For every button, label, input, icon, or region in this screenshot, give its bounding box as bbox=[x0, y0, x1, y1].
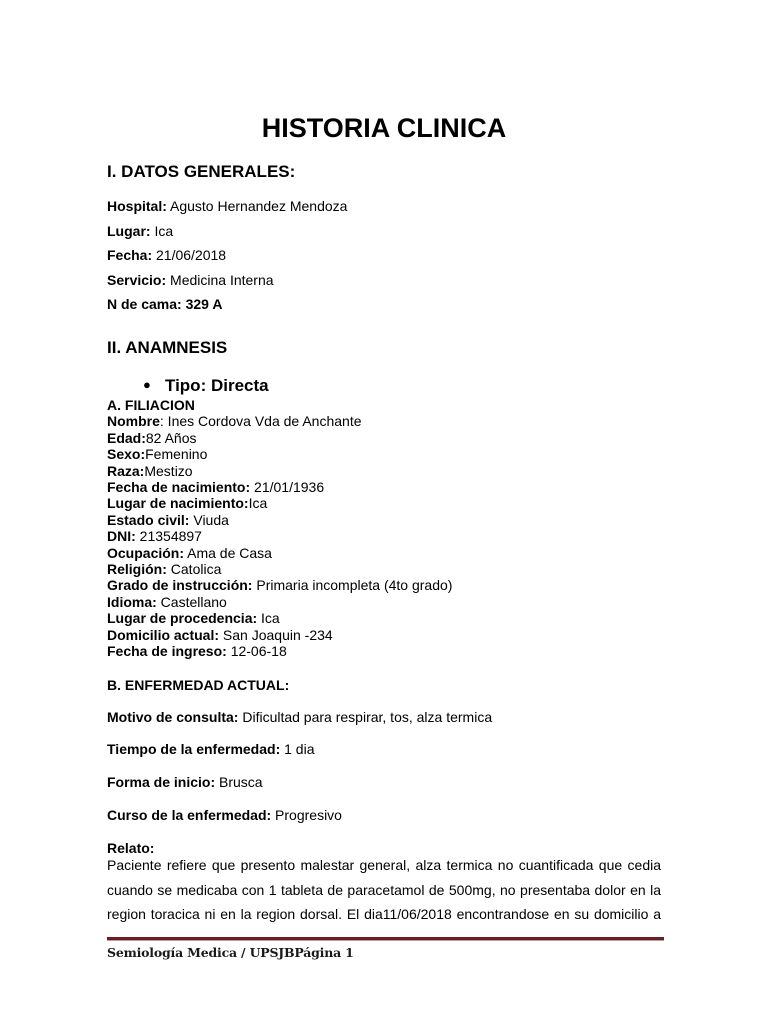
filiacion-row-lugar-procedencia bbox=[107, 610, 452, 626]
field-value: Ama de Casa bbox=[184, 544, 272, 561]
relato-paragraph bbox=[107, 853, 661, 927]
relato-line: cuando se medicaba con 1 tableta de paracetamol de 500mg, no presentaba dolor en la bbox=[107, 881, 661, 898]
field-label: Motivo de consulta: bbox=[107, 709, 239, 725]
field-value: San Joaquin -234 bbox=[219, 626, 333, 643]
filiacion-row-idioma bbox=[107, 594, 452, 610]
filiacion-block bbox=[107, 397, 452, 660]
field-hospital bbox=[107, 197, 347, 215]
field-value: Primaria incompleta (4to grado) bbox=[252, 577, 453, 594]
field-value: 21354897 bbox=[135, 528, 202, 545]
field-value: Femenino bbox=[145, 446, 208, 463]
relato-line: Paciente refiere que presento malestar general, alza termica no cuantificada que cedia bbox=[107, 857, 661, 873]
field-label: Religión: bbox=[107, 561, 167, 578]
filiacion-row-estado-civil bbox=[107, 512, 452, 528]
field-servicio bbox=[107, 271, 274, 289]
field-label: Grado de instrucción: bbox=[107, 577, 253, 594]
field-label: Lugar: bbox=[107, 223, 151, 239]
field-label: Domicilio actual: bbox=[107, 626, 220, 643]
tipo-bullet-item bbox=[143, 374, 269, 397]
field-value: Ica bbox=[257, 610, 280, 627]
field-label: Edad: bbox=[107, 429, 146, 446]
section-heading-datos-generales: I. DATOS GENERALES: bbox=[107, 162, 296, 181]
field-value: 1 dia bbox=[280, 741, 315, 757]
field-value: Ica bbox=[150, 223, 174, 239]
filiacion-row-fecha-ingreso bbox=[107, 643, 452, 659]
relato-label: Relato: bbox=[107, 840, 155, 856]
field-value: Castellano bbox=[156, 593, 227, 610]
document-title: HISTORIA CLINICA bbox=[261, 113, 507, 143]
section-heading-anamnesis: II. ANAMNESIS bbox=[107, 338, 228, 357]
relato-line: region toracica ni en la region dorsal. El dia11/06/2018 encontrandose en su domicilio a bbox=[107, 906, 661, 922]
tipo-text: Tipo: Directa bbox=[165, 376, 269, 395]
field-label: Raza: bbox=[107, 462, 145, 479]
field-value: 82 Años bbox=[145, 429, 197, 446]
filiacion-heading: A. FILIACION bbox=[107, 397, 195, 413]
filiacion-row-nombre bbox=[107, 413, 452, 429]
field-label: Fecha: bbox=[107, 247, 153, 263]
field-value: 12-06-18 bbox=[226, 643, 287, 660]
field-value: Catolica bbox=[166, 561, 222, 578]
filiacion-row-religion bbox=[107, 561, 452, 577]
section-heading-enfermedad-actual: B. ENFERMEDAD ACTUAL: bbox=[107, 677, 290, 693]
filiacion-row-edad bbox=[107, 430, 452, 446]
field-value: Medicina Interna bbox=[166, 272, 274, 288]
filiacion-row-grado-instruccion bbox=[107, 577, 452, 593]
field-value: Mestizo bbox=[144, 462, 193, 479]
field-tiempo-enfermedad bbox=[107, 740, 314, 758]
field-value: 21/01/1936 bbox=[250, 479, 325, 496]
field-label: Servicio: bbox=[107, 272, 167, 288]
page-footer: Semiología Medica / UPSJBPágina 1 bbox=[107, 945, 354, 960]
filiacion-row-ocupacion bbox=[107, 545, 452, 561]
field-value: Agusto Hernandez Mendoza bbox=[166, 198, 348, 214]
field-value: : Ines Cordova Vda de Anchante bbox=[159, 413, 362, 430]
bullet-icon: ● bbox=[143, 377, 151, 392]
filiacion-row-lugar-nacimiento bbox=[107, 495, 452, 511]
field-curso-enfermedad bbox=[107, 806, 342, 824]
field-lugar bbox=[107, 222, 173, 240]
filiacion-row-domicilio-actual bbox=[107, 627, 452, 643]
field-forma-inicio bbox=[107, 773, 263, 791]
field-label: Lugar de procedencia: bbox=[107, 610, 258, 627]
field-label: Idioma: bbox=[107, 593, 157, 610]
field-motivo-consulta bbox=[107, 708, 492, 726]
field-label: Fecha de nacimiento: bbox=[107, 479, 251, 496]
footer-divider bbox=[107, 937, 664, 941]
field-label: Forma de inicio: bbox=[107, 774, 216, 790]
field-label: Ocupación: bbox=[107, 544, 185, 561]
field-value: Ica bbox=[248, 495, 268, 512]
field-label: N de cama: 329 A bbox=[107, 296, 223, 312]
filiacion-row-fecha-nacimiento bbox=[107, 479, 452, 495]
field-fecha bbox=[107, 246, 226, 264]
filiacion-row-raza bbox=[107, 463, 452, 479]
field-value: Viuda bbox=[189, 511, 229, 528]
field-label: Hospital: bbox=[107, 198, 167, 214]
field-label: DNI: bbox=[107, 528, 136, 545]
field-label: Lugar de nacimiento: bbox=[107, 495, 249, 512]
field-label: Curso de la enfermedad: bbox=[107, 807, 272, 823]
filiacion-row-dni bbox=[107, 528, 452, 544]
field-value: 21/06/2018 bbox=[152, 247, 227, 263]
field-value: Brusca bbox=[215, 774, 263, 790]
field-label: Estado civil: bbox=[107, 511, 190, 528]
field-label: Nombre bbox=[107, 413, 160, 430]
field-value: Progresivo bbox=[271, 807, 342, 823]
field-value: Dificultad para respirar, tos, alza termica bbox=[238, 709, 493, 725]
filiacion-row-sexo bbox=[107, 446, 452, 462]
field-label: Tiempo de la enfermedad: bbox=[107, 741, 281, 757]
field-label: Fecha de ingreso: bbox=[107, 643, 227, 660]
field-label: Sexo: bbox=[107, 446, 146, 463]
field-n-de-cama bbox=[107, 295, 222, 313]
